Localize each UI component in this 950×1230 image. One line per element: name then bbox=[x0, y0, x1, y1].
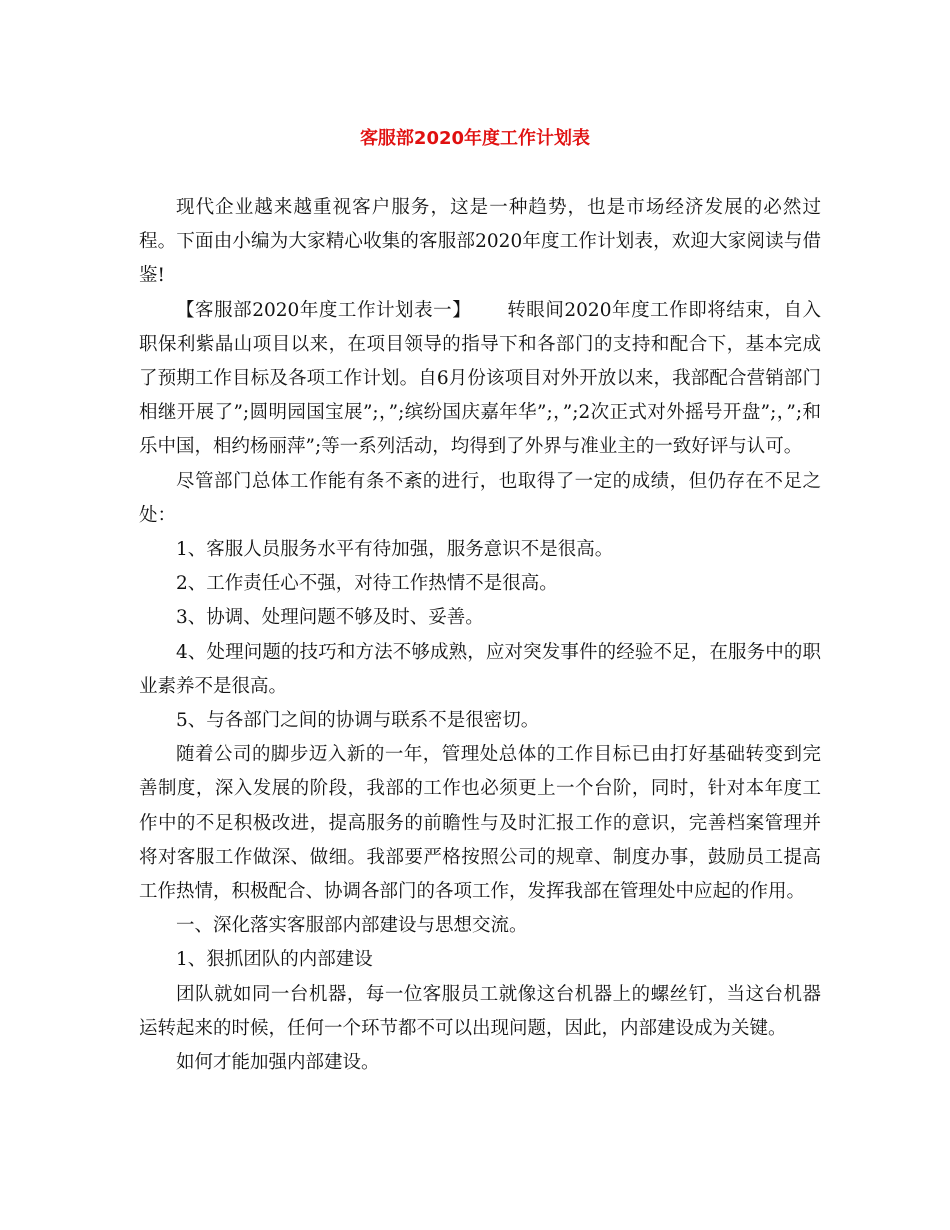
paragraph-plan-one bbox=[139, 294, 821, 465]
paragraph-intro: 现代企业越来越重视客户服务，这是一种趋势，也是市场经济发展的必然过程。下面由小编为大家精心收集的客服部2020年度工作计划表，欢迎大家阅读与借鉴! bbox=[139, 197, 821, 287]
list-item-5: 5、与各部门之间的协调与联系不是很密切。 bbox=[176, 710, 540, 732]
subheading-one: 一、深化落实客服部内部建设与思想交流。 bbox=[176, 915, 528, 937]
subheading-one-item-1: 1、狠抓团队的内部建设 bbox=[176, 949, 373, 971]
list-item-3: 3、协调、处理问题不够及时、妥善。 bbox=[176, 607, 484, 629]
list-item-2: 2、工作责任心不强，对待工作热情不是很高。 bbox=[176, 573, 558, 595]
section-heading: 【客服部2020年度工作计划表一】 bbox=[176, 299, 472, 321]
list-item-1: 1、客服人员服务水平有待加强，服务意识不是很高。 bbox=[176, 539, 614, 561]
document-body bbox=[139, 191, 821, 1080]
document-title: 客服部2020年度工作计划表 bbox=[359, 128, 591, 149]
list-item-4: 4、处理问题的技巧和方法不够成熟，应对突发事件的经验不足，在服务中的职业素养不是很高。 bbox=[139, 641, 821, 697]
paragraph-shortcomings: 尽管部门总体工作能有条不紊的进行，也取得了一定的成绩，但仍存在不足之处： bbox=[139, 470, 821, 526]
paragraph-question: 如何才能加强内部建设。 bbox=[176, 1052, 380, 1074]
paragraph-new-year: 随着公司的脚步迈入新的一年，管理处总体的工作目标已由打好基础转变到完善制度，深入发展的阶段，我部的工作也必须更上一个台阶，同时，针对本年度工作中的不足积极改进，提高服务的前瞻性与及时汇报工作的意识，完善档案管理并将对客服工作做深、做细。我部要严格按照公司的规章、制度办事，鼓励员工提高工作热情，积极配合、协调各部门的各项工作，发挥我部在管理处中应起的作用。 bbox=[139, 744, 821, 903]
paragraph-plan-one-text: 转眼间2020年度工作即将结束，自入职保利紫晶山项目以来，在项目领导的指导下和各部门的支持和配合下，基本完成了预期工作目标及各项工作计划。自6月份该项目对外开放以来，我部配合营销部门相继开展了”;圆明园国宝展”;，”;缤纷国庆嘉年华”;，”;2次正式对外摇号开盘”;，”;和乐中国，相约杨丽萍”;等一系列活动，均得到了外界与准业主的一致好评与认可。 bbox=[139, 299, 821, 458]
paragraph-team: 团队就如同一台机器，每一位客服员工就像这台机器上的螺丝钉，当这台机器运转起来的时候，任何一个环节都不可以出现问题，因此，内部建设成为关键。 bbox=[139, 983, 821, 1039]
